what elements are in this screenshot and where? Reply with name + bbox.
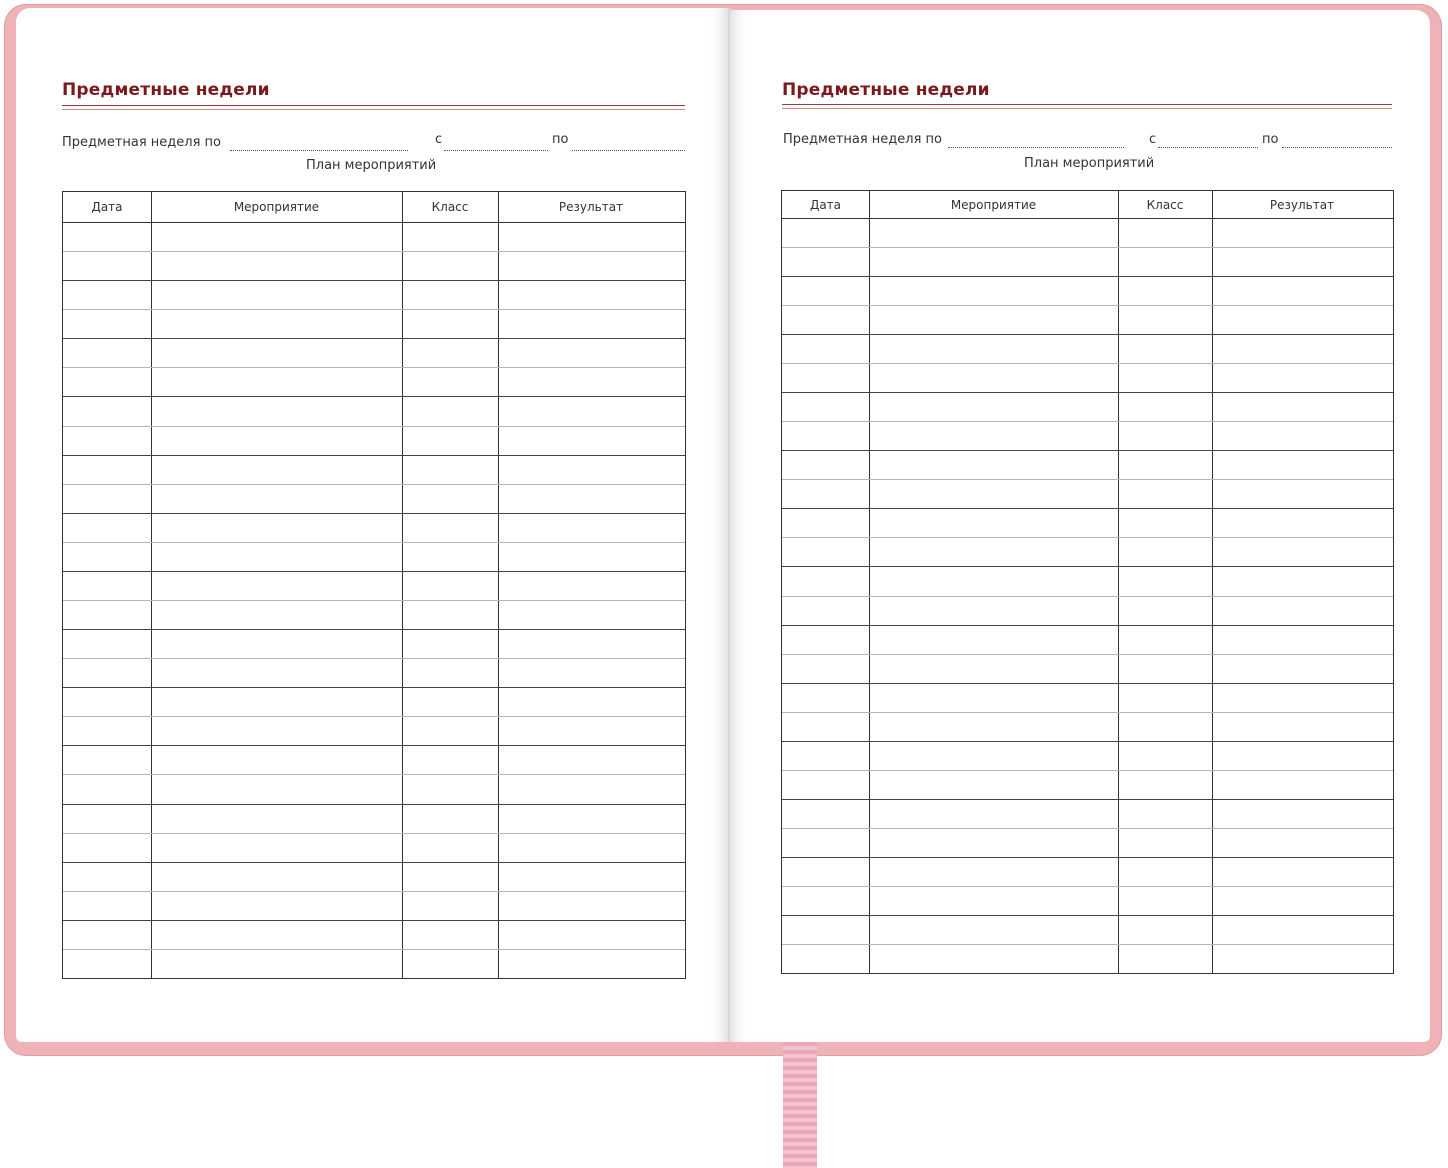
subject-field[interactable] [230,150,408,151]
table-row-divider [782,799,1393,800]
table-row-subline [782,363,1393,364]
table-row-subline [63,833,685,834]
table-row-subline [782,305,1393,306]
page-title: Предметные недели [62,80,270,100]
table-row-divider [782,276,1393,277]
from-label: с [1149,132,1157,147]
table-row-subline [63,774,685,775]
table-row-subline [782,596,1393,597]
table-row-subline [782,247,1393,248]
table-row-divider [63,455,685,456]
column-header-event: Мероприятие [950,197,1037,212]
right-page [730,10,1430,1042]
table-row-subline [782,770,1393,771]
events-table [62,191,686,979]
table-row-divider [63,629,685,630]
table-row-subline [63,484,685,485]
table-row-subline [63,891,685,892]
table-row-divider [63,396,685,397]
title-rule [782,104,1392,105]
bookmark-ribbon[interactable] [783,1038,817,1168]
plan-heading: План мероприятий [306,158,437,173]
column-header-class: Класс [431,200,469,214]
page-title: Предметные недели [782,80,990,100]
table-row-subline [63,600,685,601]
column-header-date: Дата [91,200,123,214]
to-date-field[interactable] [1282,147,1392,148]
table-row-divider [63,280,685,281]
column-divider [869,191,870,973]
table-row-divider [63,571,685,572]
left-page [16,8,728,1042]
table-row-subline [782,479,1393,480]
table-row-subline [63,542,685,543]
table-row-divider [782,566,1393,567]
table-row-subline [63,426,685,427]
table-row-subline [782,828,1393,829]
to-label: по [552,132,569,147]
table-header [63,192,685,223]
table-row-divider [63,920,685,921]
table-row-subline [782,654,1393,655]
table-row-divider [63,513,685,514]
column-header-class: Класс [1146,197,1184,212]
column-header-result: Результат [1269,197,1335,212]
table-row-subline [782,421,1393,422]
table-row-divider [63,338,685,339]
table-row-subline [782,712,1393,713]
subject-week-label: Предметная неделя по [783,132,943,147]
table-row-divider [782,625,1393,626]
subject-field[interactable] [948,147,1124,148]
table-row-divider [782,334,1393,335]
table-row-subline [782,886,1393,887]
table-row-divider [782,450,1393,451]
table-row-divider [782,915,1393,916]
title-rule-thin [782,108,1392,109]
title-rule-thin [62,109,685,110]
table-row-divider [782,683,1393,684]
table-row-divider [63,804,685,805]
column-header-event: Мероприятие [233,200,320,214]
table-row-divider [782,508,1393,509]
column-divider [1118,191,1119,973]
events-table [781,190,1394,974]
table-row-divider [782,392,1393,393]
from-label: с [435,132,443,147]
to-date-field[interactable] [572,150,685,151]
column-header-date: Дата [809,197,842,212]
from-date-field[interactable] [444,150,548,151]
table-row-divider [63,862,685,863]
table-row-divider [63,745,685,746]
title-rule [62,105,685,106]
table-row-subline [63,309,685,310]
plan-heading: План мероприятий [1024,156,1155,171]
column-header-result: Результат [558,200,624,214]
table-row-subline [63,658,685,659]
column-divider [1212,191,1213,973]
table-row-subline [63,367,685,368]
table-row-divider [782,857,1393,858]
table-row-divider [63,687,685,688]
table-row-subline [63,949,685,950]
table-row-divider [782,741,1393,742]
table-row-subline [782,537,1393,538]
to-label: по [1262,132,1279,147]
from-date-field[interactable] [1158,147,1258,148]
table-row-subline [782,944,1393,945]
table-row-subline [63,251,685,252]
table-header [782,191,1393,219]
subject-week-label: Предметная неделя по [62,135,222,150]
table-row-subline [63,716,685,717]
